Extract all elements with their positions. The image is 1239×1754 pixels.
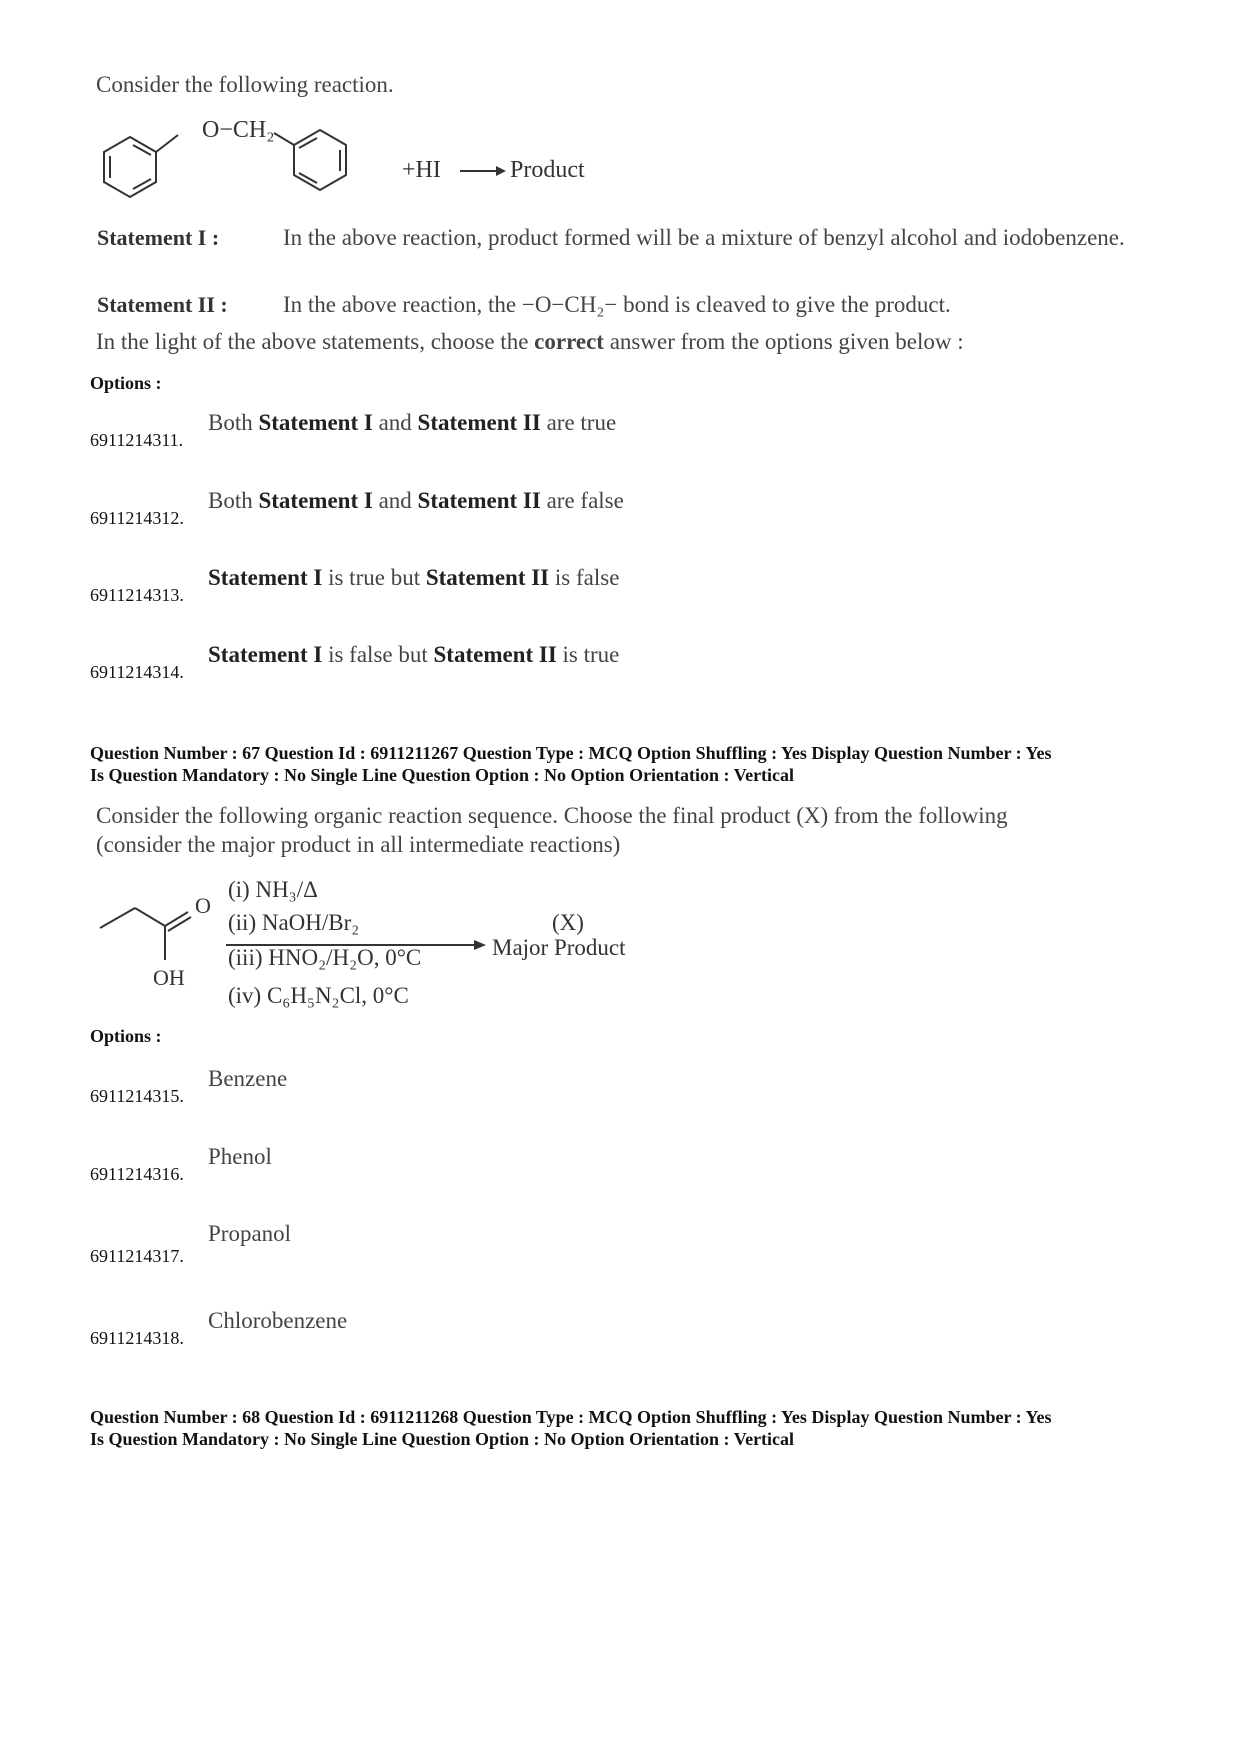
- q67-text-line1: Consider the following organic reaction sequence. Choose the final product (X) from the following: [96, 803, 1008, 828]
- statement2-label: Statement II :: [97, 292, 228, 317]
- option-id: 6911214318.: [90, 1328, 184, 1348]
- option-id: 6911214314.: [90, 662, 184, 682]
- q66-intro: Consider the following reaction.: [96, 72, 394, 97]
- benzene-ring-right: [274, 130, 346, 190]
- q68-meta-line2: Is Question Mandatory : No Single Line Question Option : No Option Orientation : Vertical: [90, 1429, 795, 1449]
- carbonyl-oxygen: O: [195, 893, 211, 918]
- option-text: Statement I is false but Statement II is true: [208, 642, 620, 667]
- condition-4: (iv) C₆H₅N₂Cl, 0°C: [228, 983, 409, 1008]
- option-text: Chlorobenzene: [208, 1308, 348, 1333]
- condition-2: (ii) NaOH/Br₂: [228, 910, 360, 935]
- option-text: Benzene: [208, 1066, 288, 1091]
- option-id: 6911214311.: [90, 430, 184, 450]
- option-text: Both Statement I and Statement II are false: [208, 488, 624, 513]
- option-id: 6911214316.: [90, 1164, 184, 1184]
- reaction-arrow-icon: [458, 163, 508, 179]
- q67-meta-line2: Is Question Mandatory : No Single Line Question Option : No Option Orientation : Vertical: [90, 765, 795, 785]
- option-text: Propanol: [208, 1221, 292, 1246]
- q66-options-label: Options :: [90, 373, 162, 393]
- benzene-ring-left: [104, 135, 178, 197]
- condition-1: (i) NH₃/Δ: [228, 877, 318, 902]
- statement1-label: Statement I :: [97, 225, 220, 250]
- option-text: Statement I is true but Statement II is false: [208, 565, 620, 590]
- option-id: 6911214315.: [90, 1086, 184, 1106]
- bond-formula: −O−CH₂−: [521, 292, 618, 317]
- option-id: 6911214313.: [90, 585, 184, 605]
- q67-meta-line1: Question Number : 67 Question Id : 6911211267 Question Type : MCQ Option Shuffling : Yes Display Question Number : Yes: [90, 743, 1052, 763]
- q66-reagent-hi: +HI: [402, 157, 441, 183]
- q68-meta-line1: Question Number : 68 Question Id : 6911211268 Question Type : MCQ Option Shuffling : Yes Display Question Number : Yes: [90, 1407, 1052, 1427]
- statement1-text: In the above reaction, product formed will be a mixture of benzyl alcohol and iodobenzene.: [283, 225, 1125, 250]
- q66-instruction: In the light of the above statements, choose the correct answer from the options given below :: [96, 329, 964, 354]
- q67-text-line2: (consider the major product in all intermediate reactions): [96, 832, 621, 857]
- condition-3: (iii) HNO₂/H₂O, 0°C: [228, 945, 422, 970]
- option-id: 6911214312.: [90, 508, 184, 528]
- product-x: (X): [552, 910, 584, 935]
- hydroxyl-group: OH: [153, 965, 185, 990]
- option-text: Both Statement I and Statement II are true: [208, 410, 617, 435]
- q66-product: Product: [510, 157, 585, 183]
- major-product-label: Major Product: [492, 935, 626, 960]
- q67-options-label: Options :: [90, 1026, 162, 1046]
- q66-bridge-o-ch2: O−CH₂: [202, 117, 275, 143]
- option-id: 6911214317.: [90, 1246, 184, 1266]
- statement2-text: In the above reaction, the −O−CH₂− bond is cleaved to give the product.: [283, 292, 951, 317]
- option-text: Phenol: [208, 1144, 272, 1169]
